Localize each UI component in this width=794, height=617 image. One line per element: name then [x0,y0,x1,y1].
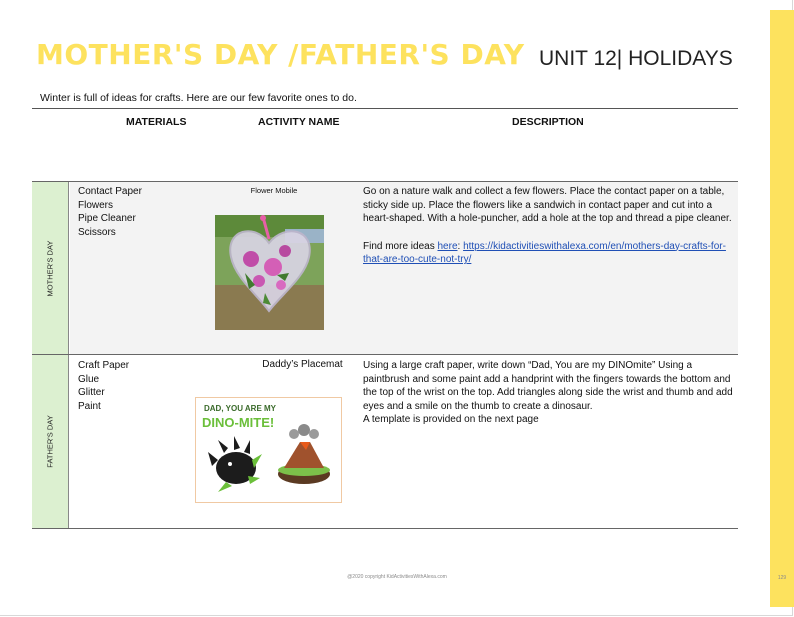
description-text [363,185,733,267]
more-ideas-separator: : [457,240,464,252]
column-header-description: DESCRIPTION [512,116,584,128]
side-cell-fathers-day [32,355,69,528]
description-paragraph: Go on a nature walk and collect a few flowers. Place the contact paper on a table, sticky side up. Place the flowers like a sandwich in contact paper and cut into a heart-shaped. With a hole-puncher, add a hole at the top and thread a pipe cleaner. [363,186,732,224]
intro-text: Winter is full of ideas for crafts. Here are our few favorite ones to do. [40,92,357,104]
unit-title: UNIT 12| HOLIDAYS [539,47,733,70]
here-link[interactable]: here [437,240,458,252]
placemat-caption: DAD, YOU ARE MY [204,404,277,413]
list-item: Glitter [78,387,105,398]
list-item: Scissors [78,226,116,238]
list-item: Flowers [78,199,114,211]
list-item: Craft Paper [78,360,130,371]
materials-list [78,185,142,239]
column-header-activity: ACTIVITY NAME [258,116,340,128]
flower-mobile-photo [215,215,324,330]
placemat-heading: DINO-MITE! [202,415,275,430]
dino-handprint-illustration [196,398,341,502]
page-number: 129 [777,575,787,581]
header-rule [32,108,738,109]
side-label-fathers-day: FATHER'S DAY [45,415,55,468]
list-item: Contact Paper [78,186,142,197]
side-cell-mothers-day [32,182,69,354]
activity-name: Daddy’s Placemat [262,359,343,370]
list-item: Pipe Cleaner [78,213,136,224]
description-note: A template is provided on the next page [363,414,539,425]
more-ideas-link[interactable]: https://kidactivitieswithalexa.com/en/mothers-day-crafts-for-that-are-too-cute-not-try/ [363,240,726,265]
row-divider [32,354,738,355]
list-item: Paint [78,400,101,412]
page-title: MOTHER'S DAY /FATHER'S DAY [36,38,525,71]
column-header-materials: MATERIALS [126,116,187,128]
more-ideas-line [363,240,733,267]
dino-placemat-image [195,397,342,503]
row-divider [32,528,738,529]
description-paragraph: Using a large craft paper, write down “Dad, You are my DINOmite” Using a paintbrush and some paint add a handprint with the fingers towards the bottom and the top of the wrist on the top. Add triangles along side the wrist and thumb and add eyes and a smile on the thumb to create a dinosaur. [363,360,733,412]
list-item: Glue [78,373,100,385]
description-text [363,359,733,427]
more-ideas-label: Find more ideas [363,240,438,252]
side-label-mothers-day: MOTHER'S DAY [45,240,55,297]
materials-list [78,359,129,413]
activity-name: Flower Mobile [250,186,298,195]
footer-copyright: @2020 copyright KidActivitiesWithAlexa.com [347,574,447,580]
side-accent-bar [770,10,794,607]
